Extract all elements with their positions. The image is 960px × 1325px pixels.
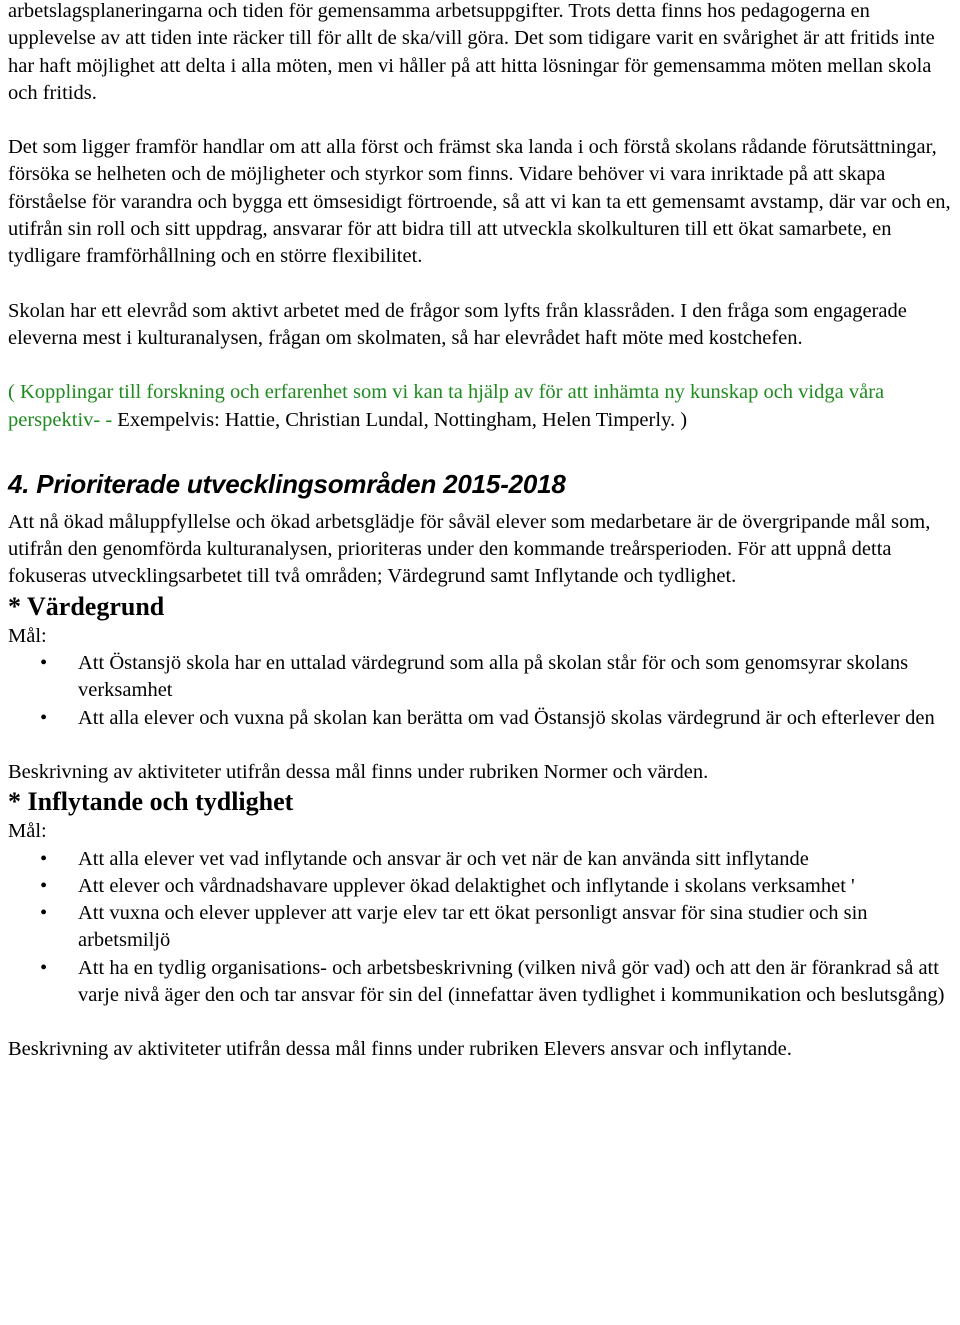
list-item xyxy=(8,873,952,900)
paragraph-elevrad: Skolan har ett elevråd som aktivt arbetet med de frågor som lyfts från klassråden. I den fråga som engagerade eleverna mest i kulturanalysen, frågan om skolmaten, så har elevrådet haft möte med kostchefen. xyxy=(8,299,907,349)
section-4-intro: Att nå ökad måluppfyllelse och ökad arbetsglädje för såväl elever som medarbetare är de övergripande mål som, utifrån den genomförda kulturanalysen, prioriteras under den kommande treårsperioden. För att uppnå detta fokuseras utvecklingsarbetet till två områden; Värdegrund samt Inflytande och tydlighet. xyxy=(8,510,931,588)
section-4-heading: 4. Prioriterade utvecklingsområden 2015-2018 xyxy=(8,468,566,499)
inflytande-heading: * Inflytande och tydlighet xyxy=(8,787,294,817)
inflytande-description: Beskrivning av aktiviteter utifrån dessa mål finns under rubriken Elevers ansvar och inflytande. xyxy=(8,1038,792,1061)
vardegrund-goals-list xyxy=(8,650,952,732)
paragraph-framfor: Det som ligger framför handlar om att alla först och främst ska landa i och förstå skolans rådande förutsättningar, försöka se helheten och de möjligheter och styrkor som finns. Vidare behöver vi vara inriktade på att skapa förståelse för varandra och bygga ett ömsesidigt förtroende, så att vi kan ta ett gemensamt avstamp, där var och en, utifrån sin roll och sitt uppdrag, ansvarar för att bidra till att utveckla skolkulturen till ett ökat samarbete, en tydligare framförhållning och en större flexibilitet. xyxy=(8,136,951,268)
vardegrund-heading: * Värdegrund xyxy=(8,591,165,621)
list-item-text: Att vuxna och elever upplever att varje elev tar ett ökat personligt ansvar för sina studier och sin arbetsmiljö xyxy=(78,902,868,952)
bullet-icon: • xyxy=(40,902,48,925)
list-item xyxy=(8,955,952,1010)
paragraph-arbetslag: arbetslagsplaneringarna och tiden för gemensamma arbetsuppgifter. Trots detta finns hos pedagogerna en upplevelse av att tiden inte räcker till för allt de ska/vill göra. Det som tidigare varit en svårighet är att fritids inte har haft möjlighet att delta i alla möten, men vi håller på att hitta lösningar för gemensamma möten mellan skola och fritids. xyxy=(8,0,935,104)
list-item-text: Att ha en tydlig organisations- och arbetsbeskrivning (vilken nivå gör vad) och att den är förankrad så att varje nivå äger den och tar ansvar för sin del (innefattar även tydlighet i kommunikation och beslutsgång) xyxy=(78,956,945,1007)
list-item xyxy=(8,900,952,955)
vardegrund-goals-label: Mål: xyxy=(8,624,47,647)
list-item xyxy=(8,846,952,873)
list-item xyxy=(8,650,952,705)
list-item-text: Att alla elever vet vad inflytande och ansvar är och vet när de kan använda sitt inflytande xyxy=(78,847,809,870)
list-item-text: Att alla elever och vuxna på skolan kan berätta om vad Östansjö skolas värdegrund är och efterlever den xyxy=(78,706,935,729)
vardegrund-description: Beskrivning av aktiviteter utifrån dessa mål finns under rubriken Normer och värden. xyxy=(8,760,709,783)
inflytande-goals-list xyxy=(8,846,952,1010)
list-item xyxy=(8,705,952,732)
inflytande-goals-label: Mål: xyxy=(8,820,47,843)
bullet-icon: • xyxy=(40,956,48,979)
research-examples: Exempelvis: Hattie, Christian Lundal, Nottingham, Helen Timperly. ) xyxy=(117,408,688,431)
bullet-icon: • xyxy=(40,847,48,870)
bullet-icon: • xyxy=(40,706,48,729)
list-item-text: Att Östansjö skola har en uttalad värdegrund som alla på skolan står för och som genomsyrar skolans verksamhet xyxy=(78,652,909,702)
bullet-icon: • xyxy=(40,874,48,897)
list-item-text: Att elever och vårdnadshavare upplever ökad delaktighet och inflytande i skolans verksamhet ' xyxy=(78,874,855,897)
bullet-icon: • xyxy=(40,652,48,675)
research-note-green: ( Kopplingar till forskning och erfarenhet som vi kan ta hjälp av för att inhämta ny kunskap och vidga våra perspektiv- - xyxy=(8,381,885,431)
paragraph-kopplingar xyxy=(8,379,952,434)
